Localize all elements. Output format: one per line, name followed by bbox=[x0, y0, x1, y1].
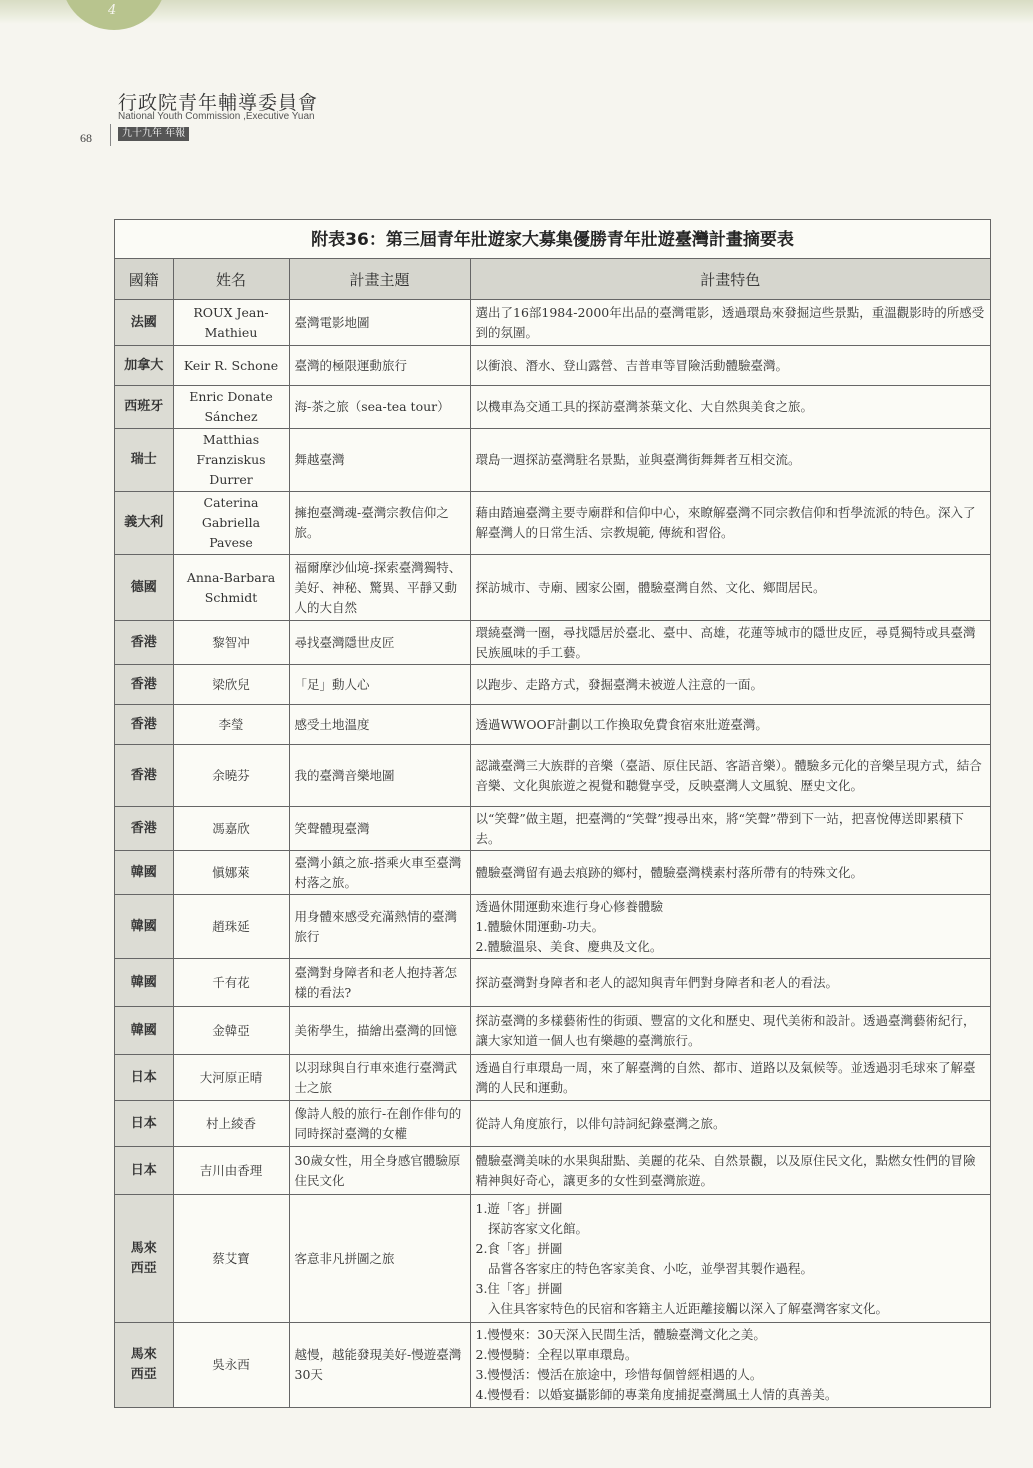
organization-name-en: National Youth Commission ,Executive Yuan bbox=[118, 111, 315, 122]
cell-features bbox=[470, 745, 990, 807]
header-features: 計畫特色 bbox=[470, 259, 990, 300]
cell-name bbox=[173, 346, 289, 386]
cell-text: 黎智冲 bbox=[212, 634, 250, 650]
cell-nationality bbox=[115, 555, 173, 621]
cell-text: 探訪臺灣對身障者和老人的認知與青年們對身障者和老人的看法。 bbox=[475, 974, 839, 990]
cell-text: 像詩人般的旅行-在創作俳句的同時探討臺灣的女權 bbox=[294, 1105, 462, 1141]
cell-name bbox=[173, 959, 289, 1007]
table-row bbox=[115, 1323, 990, 1407]
cell-name bbox=[173, 1055, 289, 1101]
annual-report-badge: 九十九年 年報 bbox=[118, 127, 189, 141]
cell-text: 透過自行車環島一周，來了解臺灣的自然、都市、道路以及氣候等。並透過羽毛球來了解臺灣的人民和運動。 bbox=[475, 1059, 976, 1095]
cell-text: 大河原正晴 bbox=[199, 1069, 263, 1085]
cell-theme bbox=[289, 1007, 470, 1055]
cell-text: 韓國 bbox=[130, 864, 157, 880]
cell-text: 30歲女性，用全身感官體驗原住民文化 bbox=[294, 1152, 461, 1188]
cell-text: 余曉芬 bbox=[212, 767, 250, 783]
cell-features bbox=[470, 959, 990, 1007]
cell-features bbox=[470, 807, 990, 851]
cell-text: 選出了16部1984-2000年出品的臺灣電影，透過環島來發掘這些景點，重溫觀影時的所感受到的氛圍。 bbox=[475, 304, 985, 340]
cell-text: 尋找臺灣隱世皮匠 bbox=[294, 634, 395, 650]
header-divider bbox=[110, 124, 111, 146]
table-row bbox=[115, 1195, 990, 1323]
page-number: 68 bbox=[80, 131, 92, 145]
cell-text: 臺灣小鎮之旅-搭乘火車至臺灣村落之旅。 bbox=[294, 854, 462, 890]
cell-text: 以跑步、走路方式，發掘臺灣未被遊人注意的一面。 bbox=[475, 676, 764, 692]
table-row bbox=[115, 705, 990, 745]
cell-text: Matthias bbox=[202, 432, 260, 447]
cell-name bbox=[173, 1101, 289, 1147]
chapter-number: 4 bbox=[108, 3, 117, 18]
cell-theme bbox=[289, 851, 470, 895]
cell-text: 西亞 bbox=[130, 1260, 157, 1276]
cell-features bbox=[470, 621, 990, 665]
cell-text: 金韓亞 bbox=[212, 1022, 250, 1038]
cell-text: 德國 bbox=[130, 579, 157, 595]
cell-nationality bbox=[115, 959, 173, 1007]
cell-theme bbox=[289, 386, 470, 429]
cell-text: 馬來 bbox=[130, 1346, 157, 1362]
cell-nationality bbox=[115, 429, 173, 492]
cell-theme bbox=[289, 705, 470, 745]
cell-text: 韓國 bbox=[130, 918, 157, 934]
cell-text: 美術學生，描繪出臺灣的回憶 bbox=[294, 1022, 458, 1038]
cell-text: Mathieu bbox=[204, 324, 258, 340]
cell-text: 從詩人角度旅行，以俳句詩詞紀錄臺灣之旅。 bbox=[475, 1115, 726, 1131]
cell-text: 香港 bbox=[130, 767, 157, 783]
cell-text: 村上綾香 bbox=[205, 1115, 256, 1131]
table-row bbox=[115, 429, 990, 492]
cell-theme bbox=[289, 665, 470, 705]
cell-text: Enric Donate bbox=[189, 389, 273, 404]
table-row bbox=[115, 665, 990, 705]
header-name: 姓名 bbox=[173, 259, 289, 300]
cell-features bbox=[470, 300, 990, 346]
cell-name bbox=[173, 1147, 289, 1195]
cell-text: 透過休閒運動來進行身心修養體驗 bbox=[475, 898, 664, 914]
cell-text: 西班牙 bbox=[124, 399, 164, 414]
cell-text: 蔡艾寶 bbox=[212, 1250, 250, 1266]
cell-text: 日本 bbox=[130, 1115, 157, 1131]
cell-text: 李瑩 bbox=[218, 716, 244, 732]
table-row bbox=[115, 851, 990, 895]
cell-text: 福爾摩沙仙境-探索臺灣獨特、美好、神秘、驚異、平靜又動人的大自然 bbox=[294, 559, 462, 615]
cell-text: Sánchez bbox=[204, 409, 258, 424]
cell-text: 1.慢慢來：30天深入民間生活，體驗臺灣文化之美。 bbox=[475, 1326, 766, 1342]
cell-text: 探訪城市、寺廟、國家公園，體驗臺灣自然、文化、鄉間居民。 bbox=[475, 579, 826, 595]
cell-name bbox=[173, 300, 289, 346]
cell-theme bbox=[289, 745, 470, 807]
cell-theme bbox=[289, 1101, 470, 1147]
cell-text: 臺灣的極限運動旅行 bbox=[294, 357, 408, 373]
cell-text: 用身體來感受充滿熱情的臺灣旅行 bbox=[294, 908, 458, 944]
cell-features bbox=[470, 429, 990, 492]
table-row bbox=[115, 621, 990, 665]
cell-text: Keir R. Schone bbox=[183, 357, 279, 373]
cell-nationality bbox=[115, 807, 173, 851]
cell-text: 法國 bbox=[130, 314, 157, 330]
table-row bbox=[115, 346, 990, 386]
cell-text: 3.住「客」拼圖 bbox=[475, 1280, 563, 1296]
cell-features bbox=[470, 1007, 990, 1055]
cell-text: 舞越臺灣 bbox=[294, 452, 345, 467]
cell-text: 梁欣兒 bbox=[212, 676, 250, 692]
cell-text: 以羽球與自行車來進行臺灣武士之旅 bbox=[294, 1059, 458, 1095]
cell-name bbox=[173, 1007, 289, 1055]
cell-name bbox=[173, 807, 289, 851]
cell-text: 韓國 bbox=[130, 974, 157, 990]
cell-nationality bbox=[115, 705, 173, 745]
cell-text: 吉川由香理 bbox=[199, 1162, 263, 1178]
cell-text: 臺灣電影地圖 bbox=[294, 314, 370, 330]
header-row bbox=[115, 259, 990, 300]
cell-text: Anna-Barbara bbox=[186, 569, 276, 585]
cell-text: 感受土地溫度 bbox=[294, 716, 370, 732]
cell-name bbox=[173, 705, 289, 745]
cell-text: 體驗臺灣美味的水果與甜點、美麗的花朵、自然景觀，以及原住民文化，點燃女性們的冒險精神與好奇心，讓更多的女性到臺灣旅遊。 bbox=[475, 1152, 976, 1188]
cell-text: 入住具客家特色的民宿和客籍主人近距離接觸以深入了解臺灣客家文化。 bbox=[475, 1300, 889, 1316]
cell-text: 探訪臺灣的多樣藝術性的街頭、豐富的文化和歷史、現代美術和設計。透過臺灣藝術紀行，讓大家知道一個人也有樂趣的臺灣旅行。 bbox=[475, 1012, 976, 1048]
cell-text: 馬來 bbox=[130, 1240, 157, 1256]
cell-text: 以機車為交通工具的探訪臺灣茶葉文化、大自然與美食之旅。 bbox=[475, 399, 814, 414]
cell-theme bbox=[289, 621, 470, 665]
cell-text: Schmidt bbox=[204, 589, 258, 605]
cell-features bbox=[470, 555, 990, 621]
cell-text: 香港 bbox=[130, 676, 157, 692]
cell-text: 4.慢慢看：以婚宴攝影師的專業角度捕捉臺灣風土人情的真善美。 bbox=[475, 1386, 838, 1402]
table-row bbox=[115, 807, 990, 851]
cell-name bbox=[173, 621, 289, 665]
cell-theme bbox=[289, 1323, 470, 1407]
cell-theme bbox=[289, 1147, 470, 1195]
cell-nationality bbox=[115, 1323, 173, 1407]
table-row bbox=[115, 386, 990, 429]
cell-theme bbox=[289, 429, 470, 492]
cell-features bbox=[470, 1101, 990, 1147]
cell-text: 環島一週探訪臺灣駐名景點，並與臺灣街舞舞者互相交流。 bbox=[475, 452, 801, 467]
cell-theme bbox=[289, 346, 470, 386]
cell-text: 透過WWOOF計劃以工作換取免費食宿來壯遊臺灣。 bbox=[475, 716, 768, 732]
cell-theme bbox=[289, 807, 470, 851]
cell-text: Caterina bbox=[203, 495, 259, 510]
table-row bbox=[115, 1101, 990, 1147]
cell-features bbox=[470, 1195, 990, 1323]
cell-nationality bbox=[115, 1055, 173, 1101]
cell-text: Franziskus Durrer bbox=[196, 452, 266, 487]
cell-nationality bbox=[115, 1195, 173, 1323]
table-row bbox=[115, 959, 990, 1007]
cell-features bbox=[470, 705, 990, 745]
cell-text: ROUX Jean- bbox=[193, 304, 269, 320]
cell-features bbox=[470, 386, 990, 429]
cell-text: 臺灣對身障者和老人抱持著怎樣的看法? bbox=[294, 964, 458, 1000]
cell-nationality bbox=[115, 895, 173, 959]
cell-features bbox=[470, 1323, 990, 1407]
cell-nationality bbox=[115, 492, 173, 555]
data-table bbox=[115, 259, 990, 1407]
cell-nationality bbox=[115, 1147, 173, 1195]
organization-name: 行政院青年輔導委員會 bbox=[118, 92, 319, 114]
cell-nationality bbox=[115, 346, 173, 386]
cell-features bbox=[470, 1055, 990, 1101]
cell-theme bbox=[289, 300, 470, 346]
cell-text: 馮嘉欣 bbox=[212, 820, 250, 836]
table-row bbox=[115, 895, 990, 959]
cell-theme bbox=[289, 959, 470, 1007]
cell-text: 以“笑聲”做主題，把臺灣的“笑聲”搜尋出來，將“笑聲”帶到下一站，把喜悅傳送即累積下去。 bbox=[475, 810, 964, 846]
cell-name bbox=[173, 895, 289, 959]
cell-nationality bbox=[115, 300, 173, 346]
table-title: 附表36：第三屆青年壯遊家大募集優勝青年壯遊臺灣計畫摘要表 bbox=[115, 220, 990, 259]
cell-name bbox=[173, 745, 289, 807]
cell-theme bbox=[289, 1195, 470, 1323]
cell-name bbox=[173, 665, 289, 705]
cell-text: 加拿大 bbox=[124, 357, 164, 373]
cell-text: 擁抱臺灣魂-臺灣宗教信仰之旅。 bbox=[294, 505, 449, 540]
cell-text: 體驗臺灣留有過去痕跡的鄉村，體驗臺灣樸素村落所帶有的特殊文化。 bbox=[475, 864, 864, 880]
cell-name bbox=[173, 1195, 289, 1323]
cell-text: 我的臺灣音樂地圖 bbox=[294, 767, 395, 783]
cell-nationality bbox=[115, 621, 173, 665]
table-row bbox=[115, 1007, 990, 1055]
header-nationality: 國籍 bbox=[115, 259, 173, 300]
cell-text: 吳永西 bbox=[212, 1356, 250, 1372]
cell-name bbox=[173, 492, 289, 555]
cell-text: 愼娜萊 bbox=[212, 864, 250, 880]
cell-text: 千有花 bbox=[212, 974, 250, 990]
cell-theme bbox=[289, 1055, 470, 1101]
cell-text: 2.體驗溫泉、美食、慶典及文化。 bbox=[475, 938, 663, 954]
cell-nationality bbox=[115, 386, 173, 429]
cell-features bbox=[470, 895, 990, 959]
cell-text: 海-茶之旅（sea-tea tour） bbox=[294, 399, 450, 414]
cell-text: 環繞臺灣一圈，尋找隱居於臺北、臺中、高雄，花蓮等城市的隱世皮匠，尋覓獨特或具臺灣民族風味的手工藝。 bbox=[475, 624, 976, 660]
table-row bbox=[115, 1055, 990, 1101]
cell-features bbox=[470, 1147, 990, 1195]
table-body bbox=[115, 300, 990, 1407]
cell-text: 香港 bbox=[130, 634, 157, 650]
cell-text: 西亞 bbox=[130, 1366, 157, 1382]
cell-text: 2.食「客」拼圖 bbox=[475, 1240, 563, 1256]
table-row bbox=[115, 300, 990, 346]
cell-text: 藉由踏遍臺灣主要寺廟群和信仰中心，來瞭解臺灣不同宗教信仰和哲學流派的特色。深入了解臺灣人的日常生活、宗教規範, 傳統和習俗。 bbox=[475, 505, 976, 540]
cell-text: 客意非凡拼圖之旅 bbox=[294, 1250, 395, 1266]
cell-text: 趙珠延 bbox=[212, 918, 250, 934]
cell-text: 1.體驗休閒運動-功夫。 bbox=[475, 918, 605, 934]
cell-nationality bbox=[115, 1007, 173, 1055]
table-row bbox=[115, 492, 990, 555]
cell-text: 香港 bbox=[130, 820, 157, 836]
table-row bbox=[115, 745, 990, 807]
cell-text: 日本 bbox=[130, 1069, 157, 1085]
table-row bbox=[115, 555, 990, 621]
cell-name bbox=[173, 851, 289, 895]
cell-text: 1.遊「客」拼圖 bbox=[475, 1200, 563, 1216]
cell-text: 以衝浪、潛水、登山露營、吉普車等冒險活動體驗臺灣。 bbox=[475, 357, 789, 373]
cell-text: 韓國 bbox=[130, 1022, 157, 1038]
cell-theme bbox=[289, 492, 470, 555]
cell-text: 認識臺灣三大族群的音樂（臺語、原住民語、客語音樂）。體驗多元化的音樂呈現方式，結合音樂、文化與旅遊之視覺和聽覺享受，反映臺灣人文風貌、歷史文化。 bbox=[475, 757, 982, 793]
cell-text: 2.慢慢騎：全程以單車環島。 bbox=[475, 1346, 638, 1362]
cell-nationality bbox=[115, 1101, 173, 1147]
cell-nationality bbox=[115, 851, 173, 895]
cell-text: 日本 bbox=[130, 1162, 157, 1178]
cell-nationality bbox=[115, 665, 173, 705]
cell-nationality bbox=[115, 745, 173, 807]
cell-name bbox=[173, 555, 289, 621]
cell-features bbox=[470, 665, 990, 705]
cell-name bbox=[173, 429, 289, 492]
cell-features bbox=[470, 851, 990, 895]
cell-text: 義大利 bbox=[124, 515, 164, 530]
summary-table bbox=[114, 219, 991, 1408]
cell-text: 笑聲體現臺灣 bbox=[294, 820, 370, 836]
cell-text: 品嘗各客家庄的特色客家美食、小吃，並學習其製作過程。 bbox=[475, 1260, 814, 1276]
cell-text: 瑞士 bbox=[130, 452, 157, 467]
cell-theme bbox=[289, 555, 470, 621]
cell-text: 「足」動人心 bbox=[294, 676, 370, 692]
cell-theme bbox=[289, 895, 470, 959]
cell-text: Gabriella Pavese bbox=[201, 515, 261, 550]
cell-text: 探訪客家文化館。 bbox=[475, 1220, 589, 1236]
cell-features bbox=[470, 492, 990, 555]
cell-text: 越慢，越能發現美好-慢遊臺灣30天 bbox=[294, 1346, 462, 1382]
cell-name bbox=[173, 1323, 289, 1407]
header-theme: 計畫主題 bbox=[289, 259, 470, 300]
cell-text: 3.慢慢活：慢活在旅途中，珍惜每個曾經相遇的人。 bbox=[475, 1366, 763, 1382]
cell-text: 香港 bbox=[130, 716, 157, 732]
table-row bbox=[115, 1147, 990, 1195]
cell-name bbox=[173, 386, 289, 429]
cell-features bbox=[470, 346, 990, 386]
